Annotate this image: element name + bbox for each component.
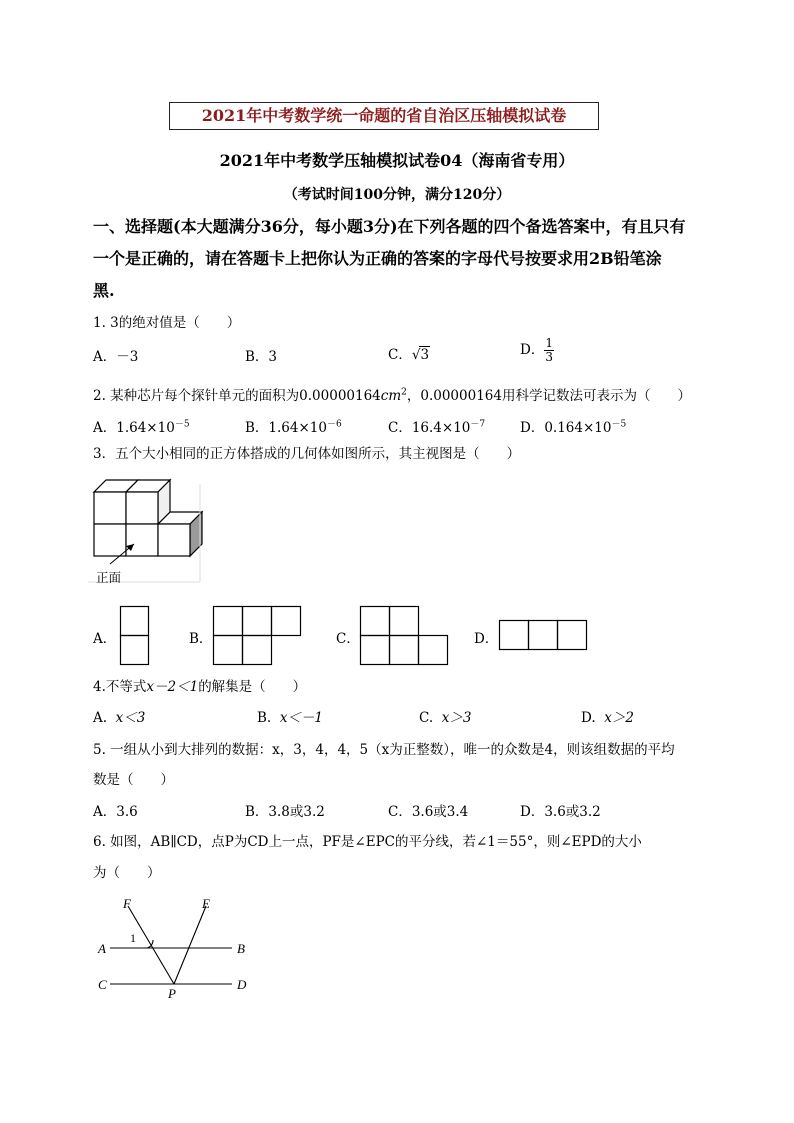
q1-option-b: B．3 <box>245 349 278 365</box>
cube-front-face <box>126 492 158 524</box>
q4-option-a <box>93 706 145 726</box>
section-instructions-line2: 一个是正确的，请在答题卡上把你认为正确的答案的字母代号按要求用2B铅笔涂 <box>93 249 662 268</box>
q2-option-a <box>93 416 190 436</box>
q1-option-c-radicand: 3 <box>420 347 430 363</box>
q4-stem-part1: 4.不等式 <box>93 679 147 695</box>
q4-option-d-label: D. <box>581 710 596 726</box>
q5-option-a: A．3.6 <box>93 804 138 820</box>
q2-option-c-base: C．16.4×10 <box>388 420 471 436</box>
q4-option-b-label: B. <box>257 710 272 726</box>
q4-stem <box>93 675 306 695</box>
q2-option-a-exponent: －5 <box>174 419 190 430</box>
q3-option-c-figure <box>360 606 450 666</box>
q3-stem: 3．五个大小相同的正方体搭成的几何体如图所示，其主视图是（ ） <box>93 446 521 462</box>
q3-option-d-label: D． <box>474 631 499 647</box>
q6-stem-line2: 为（ ） <box>93 865 161 881</box>
q2-stem-unit-exponent: 2 <box>401 387 407 398</box>
q4-option-c-expr: x＞3 <box>441 710 472 726</box>
q2-stem <box>93 384 691 404</box>
fraction-denominator: 3 <box>545 350 553 364</box>
q3-front-label: 正面 <box>96 570 122 585</box>
q1-stem: 1. 3的绝对值是（ ） <box>93 315 241 331</box>
q3-option-a-label: A． <box>93 631 117 647</box>
q4-stem-part2: 的解集是（ ） <box>198 679 307 695</box>
exam-title: 2021年中考数学压轴模拟试卷04（海南省专用） <box>219 151 575 170</box>
cube-front-face <box>94 492 126 524</box>
q2-option-a-base: A．1.64×10 <box>93 420 175 436</box>
q2-option-b-exponent: －6 <box>326 419 342 430</box>
q4-option-d-expr: x＞2 <box>604 710 634 726</box>
q4-option-b-expr: x＜－1 <box>279 710 324 726</box>
q2-option-d <box>520 416 626 436</box>
label-d: D <box>237 977 247 992</box>
label-f: F <box>123 896 131 911</box>
q6-geometry-figure <box>92 892 262 1002</box>
q3-option-d-figure <box>499 620 589 652</box>
q4-option-a-label: A. <box>93 710 108 726</box>
q1-option-d <box>520 337 554 364</box>
q5-stem-line2: 数是（ ） <box>93 772 174 788</box>
q2-option-d-base: D．0.164×10 <box>520 420 612 436</box>
header-banner: 2021年中考数学统一命题的省自治区压轴模拟试卷 <box>169 102 599 130</box>
section-instructions-line1: 一、选择题(本大题满分36分，每小题3分)在下列各题的四个备选答案中，有且只有 <box>93 217 686 236</box>
q3-option-b-figure <box>213 606 303 666</box>
exam-subtitle: （考试时间100分钟，满分120分） <box>283 187 511 203</box>
q3-option-c-label: C． <box>336 631 360 647</box>
q2-option-b-base: B．1.64×10 <box>245 420 327 436</box>
cube-front-face <box>158 524 190 556</box>
label-angle-1: 1 <box>130 931 136 945</box>
section-instructions-line3: 黑. <box>93 281 115 300</box>
q2-stem-part1: 2. 某种芯片每个探针单元的面积为0.00000164 <box>93 388 381 404</box>
fraction <box>544 337 554 364</box>
q5-stem-line1: 5. 一组从小到大排列的数据：x，3，4，4，5（x为正整数），唯一的众数是4，则该组数据的平均 <box>93 742 675 758</box>
q2-option-d-exponent: －5 <box>611 419 627 430</box>
label-b: B <box>237 941 245 956</box>
ray-pf <box>128 906 174 984</box>
cube-front-face <box>126 524 158 556</box>
q4-option-d <box>581 706 634 726</box>
q5-option-b: B．3.8或3.2 <box>245 804 325 820</box>
q5-option-c: C．3.6或3.4 <box>388 804 469 820</box>
q1-option-d-label: D． <box>520 342 545 358</box>
q2-option-c <box>388 416 485 436</box>
q4-option-c <box>419 706 471 726</box>
q4-option-c-label: C. <box>419 710 434 726</box>
label-p: P <box>168 986 176 1001</box>
q3-option-a-figure <box>120 606 150 666</box>
q2-option-c-exponent: －7 <box>470 419 486 430</box>
label-e: E <box>202 896 210 911</box>
q4-option-b <box>257 706 323 726</box>
q2-stem-part2: ，0.00000164用科学记数法可表示为（ ） <box>406 388 691 404</box>
q2-option-b <box>245 416 342 436</box>
cube-front-face <box>94 524 126 556</box>
q4-inequality: x－2＜1 <box>146 679 199 695</box>
q1-option-c-label: C． <box>388 347 412 363</box>
q5-option-d: D．3.6或3.2 <box>520 804 601 820</box>
q6-stem-line1: 6. 如图，AB∥CD，点P为CD上一点，PF是∠EPC的平分线，若∠1＝55°，则∠EPD的大小 <box>93 834 642 850</box>
q3-option-b-label: B． <box>189 631 213 647</box>
q1-option-c <box>388 343 430 363</box>
label-c: C <box>98 977 107 992</box>
ray-pe <box>174 906 206 984</box>
q4-option-a-expr: x＜3 <box>115 710 146 726</box>
label-a: A <box>98 941 106 956</box>
fraction-numerator: 1 <box>545 336 553 350</box>
q1-option-a: A．－3 <box>93 349 139 365</box>
q2-stem-unit: cm <box>380 388 402 404</box>
radical-icon: √ <box>411 347 421 363</box>
